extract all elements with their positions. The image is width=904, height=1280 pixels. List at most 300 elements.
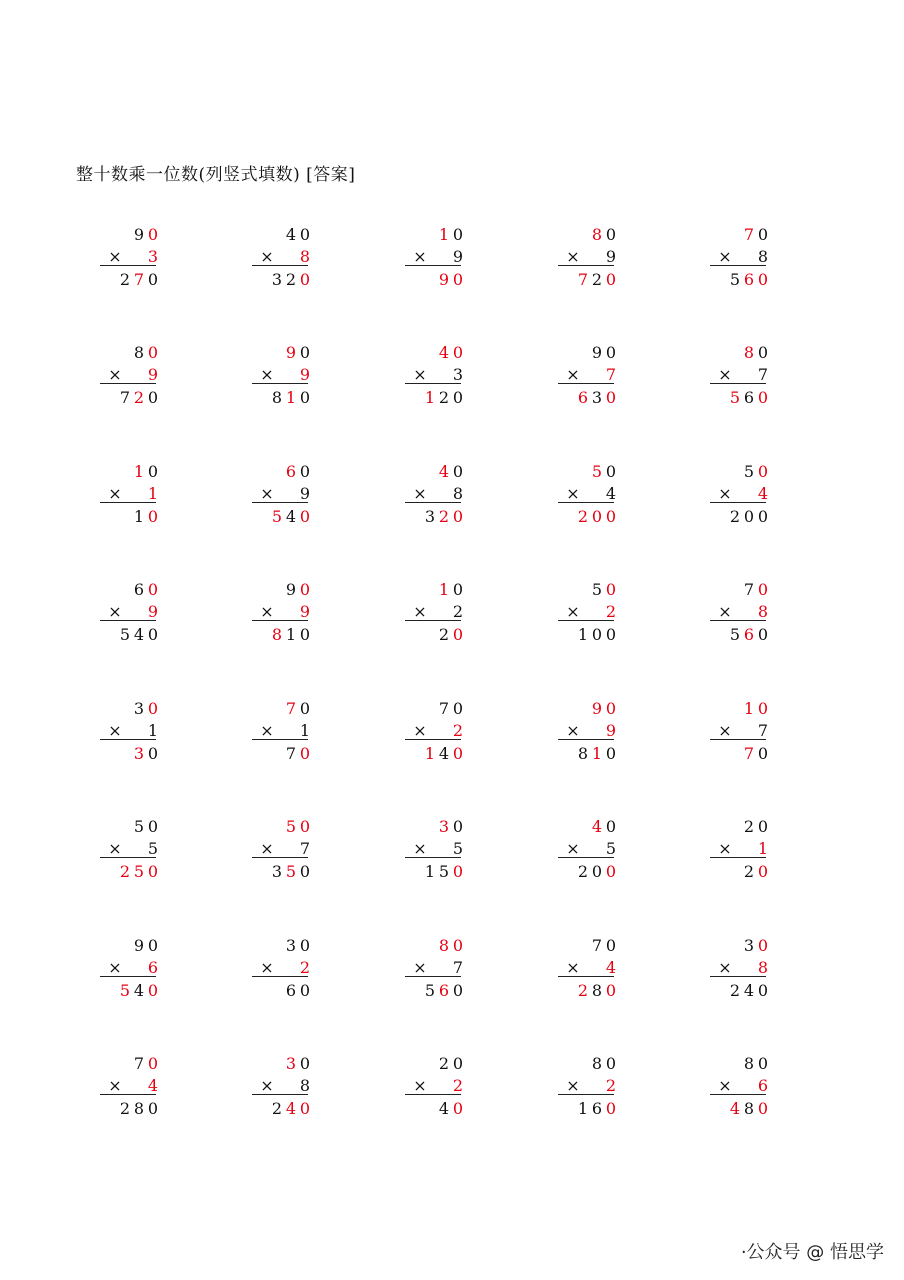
- product: [405, 1099, 464, 1119]
- times-sign: ×: [260, 721, 274, 740]
- top-digit: 0: [299, 343, 311, 362]
- result-digit: 1: [577, 625, 589, 644]
- result-rule: [252, 976, 308, 977]
- top-digit: 0: [605, 225, 617, 244]
- multiplication-problem: [558, 936, 628, 1006]
- result-digit: 1: [424, 862, 436, 881]
- top-digit: 0: [452, 462, 464, 481]
- multiplicand: [405, 580, 464, 600]
- multiplicand: [710, 817, 769, 837]
- multiplication-problem: [710, 936, 780, 1006]
- result-digit: 2: [133, 388, 145, 407]
- times-sign: ×: [566, 721, 580, 740]
- result-digit: 0: [605, 625, 617, 644]
- result-digit: 0: [605, 1099, 617, 1118]
- multiplicand: [558, 1054, 617, 1074]
- multiplier-digit: 8: [757, 602, 769, 621]
- result-digit: 8: [743, 1099, 755, 1118]
- multiplicand: [710, 699, 769, 719]
- result-digit: 0: [452, 981, 464, 1000]
- result-digit: 0: [299, 981, 311, 1000]
- result-digit: 7: [133, 270, 145, 289]
- result-digit: 6: [591, 1099, 603, 1118]
- multiplicand: [252, 936, 311, 956]
- top-digit: 8: [591, 225, 603, 244]
- result-digit: 0: [757, 625, 769, 644]
- multiplicand: [100, 817, 159, 837]
- top-digit: 3: [438, 817, 450, 836]
- multiplicand: [100, 580, 159, 600]
- product: [710, 744, 769, 764]
- times-sign: ×: [413, 721, 427, 740]
- result-digit: 0: [299, 625, 311, 644]
- multiplicand: [710, 225, 769, 245]
- result-digit: 0: [591, 625, 603, 644]
- result-digit: 8: [271, 625, 283, 644]
- times-sign: ×: [260, 484, 274, 503]
- multiplicand: [252, 699, 311, 719]
- multiplicand: [710, 580, 769, 600]
- multiplier-digit: 2: [452, 1076, 464, 1095]
- multiplicand: [405, 462, 464, 482]
- product: [252, 1099, 311, 1119]
- times-sign: ×: [566, 602, 580, 621]
- multiplicand: [100, 343, 159, 363]
- multiplicand: [100, 225, 159, 245]
- result-rule: [100, 620, 156, 621]
- multiplier-digit: 6: [147, 958, 159, 977]
- multiplication-problem: [405, 580, 475, 650]
- top-digit: 0: [757, 580, 769, 599]
- multiplier-digit: 2: [452, 721, 464, 740]
- times-sign: ×: [108, 839, 122, 858]
- result-digit: 6: [285, 981, 297, 1000]
- multiplier-row: [252, 602, 311, 622]
- multiplier-row: [558, 247, 617, 267]
- multiplier-digit: 3: [147, 247, 159, 266]
- top-digit: 1: [438, 580, 450, 599]
- top-digit: 0: [147, 343, 159, 362]
- result-digit: 6: [743, 270, 755, 289]
- top-digit: 0: [757, 936, 769, 955]
- top-digit: 5: [285, 817, 297, 836]
- multiplication-problem: [405, 817, 475, 887]
- result-digit: 0: [757, 388, 769, 407]
- multiplier-row: [100, 365, 159, 385]
- top-digit: 0: [605, 580, 617, 599]
- result-rule: [558, 1094, 614, 1095]
- result-digit: 0: [591, 862, 603, 881]
- result-digit: 2: [119, 862, 131, 881]
- result-digit: 0: [743, 507, 755, 526]
- multiplier-digit: 1: [757, 839, 769, 858]
- product: [405, 507, 464, 527]
- top-digit: 0: [147, 462, 159, 481]
- result-digit: 6: [743, 388, 755, 407]
- top-digit: 4: [591, 817, 603, 836]
- result-digit: 1: [424, 388, 436, 407]
- result-digit: 8: [577, 744, 589, 763]
- multiplier-digit: 7: [757, 365, 769, 384]
- top-digit: 3: [133, 699, 145, 718]
- multiplication-problem: [558, 462, 628, 532]
- multiplier-row: [405, 247, 464, 267]
- times-sign: ×: [413, 1076, 427, 1095]
- times-sign: ×: [108, 484, 122, 503]
- product: [100, 388, 159, 408]
- multiplier-row: [100, 721, 159, 741]
- result-digit: 2: [743, 862, 755, 881]
- top-digit: 0: [299, 1054, 311, 1073]
- multiplication-problem: [100, 343, 170, 413]
- result-digit: 2: [119, 270, 131, 289]
- times-sign: ×: [260, 365, 274, 384]
- product: [710, 1099, 769, 1119]
- result-rule: [252, 857, 308, 858]
- result-digit: 6: [577, 388, 589, 407]
- multiplication-problem: [100, 936, 170, 1006]
- top-digit: 0: [757, 462, 769, 481]
- result-rule: [100, 265, 156, 266]
- multiplier-digit: 8: [757, 247, 769, 266]
- multiplier-row: [405, 839, 464, 859]
- result-digit: 2: [271, 1099, 283, 1118]
- result-rule: [710, 857, 766, 858]
- multiplier-row: [710, 839, 769, 859]
- top-digit: 1: [438, 225, 450, 244]
- result-rule: [710, 1094, 766, 1095]
- result-digit: 0: [757, 862, 769, 881]
- result-digit: 0: [299, 862, 311, 881]
- top-digit: 0: [452, 225, 464, 244]
- result-digit: 3: [591, 388, 603, 407]
- times-sign: ×: [413, 365, 427, 384]
- top-digit: 8: [743, 1054, 755, 1073]
- multiplication-problem: [710, 1054, 780, 1124]
- product: [710, 507, 769, 527]
- multiplier-row: [252, 247, 311, 267]
- result-rule: [710, 265, 766, 266]
- result-rule: [405, 976, 461, 977]
- result-rule: [405, 1094, 461, 1095]
- multiplication-problem: [252, 699, 322, 769]
- result-digit: 0: [147, 388, 159, 407]
- multiplicand: [710, 936, 769, 956]
- product: [710, 270, 769, 290]
- multiplier-digit: 8: [299, 1076, 311, 1095]
- times-sign: ×: [566, 958, 580, 977]
- multiplicand: [558, 936, 617, 956]
- multiplication-problem: [558, 343, 628, 413]
- multiplicand: [100, 1054, 159, 1074]
- multiplier-digit: 1: [299, 721, 311, 740]
- watermark: ·公众号 @ 悟思学: [740, 1242, 884, 1263]
- result-digit: 7: [577, 270, 589, 289]
- result-rule: [558, 857, 614, 858]
- multiplier-row: [405, 484, 464, 504]
- top-digit: 3: [285, 936, 297, 955]
- product: [710, 388, 769, 408]
- multiplicand: [405, 699, 464, 719]
- result-digit: 0: [299, 744, 311, 763]
- multiplier-digit: 3: [452, 365, 464, 384]
- top-digit: 9: [285, 580, 297, 599]
- result-rule: [100, 1094, 156, 1095]
- top-digit: 0: [757, 343, 769, 362]
- result-digit: 0: [147, 862, 159, 881]
- result-rule: [252, 383, 308, 384]
- result-rule: [100, 383, 156, 384]
- result-rule: [710, 739, 766, 740]
- top-digit: 0: [147, 699, 159, 718]
- product: [558, 744, 617, 764]
- result-digit: 4: [285, 507, 297, 526]
- multiplication-problem: [558, 225, 628, 295]
- top-digit: 0: [299, 462, 311, 481]
- result-rule: [100, 502, 156, 503]
- multiplication-problem: [405, 225, 475, 295]
- multiplier-row: [558, 602, 617, 622]
- top-digit: 9: [591, 343, 603, 362]
- multiplicand: [252, 817, 311, 837]
- result-digit: 2: [577, 862, 589, 881]
- result-digit: 0: [299, 270, 311, 289]
- multiplier-digit: 9: [452, 247, 464, 266]
- multiplicand: [558, 462, 617, 482]
- top-digit: 0: [147, 580, 159, 599]
- product: [100, 862, 159, 882]
- top-digit: 4: [285, 225, 297, 244]
- times-sign: ×: [718, 958, 732, 977]
- result-digit: 1: [577, 1099, 589, 1118]
- multiplicand: [558, 225, 617, 245]
- result-digit: 5: [438, 862, 450, 881]
- multiplier-digit: 2: [605, 602, 617, 621]
- times-sign: ×: [566, 839, 580, 858]
- result-digit: 0: [757, 981, 769, 1000]
- top-digit: 8: [743, 343, 755, 362]
- multiplier-row: [100, 839, 159, 859]
- times-sign: ×: [718, 602, 732, 621]
- top-digit: 9: [133, 936, 145, 955]
- result-digit: 5: [271, 507, 283, 526]
- times-sign: ×: [718, 1076, 732, 1095]
- result-rule: [558, 620, 614, 621]
- multiplicand: [252, 225, 311, 245]
- result-rule: [558, 502, 614, 503]
- multiplication-problem: [710, 225, 780, 295]
- result-digit: 0: [757, 507, 769, 526]
- times-sign: ×: [718, 721, 732, 740]
- top-digit: 0: [147, 936, 159, 955]
- product: [710, 981, 769, 1001]
- multiplier-digit: 9: [299, 602, 311, 621]
- product: [100, 1099, 159, 1119]
- result-digit: 0: [757, 1099, 769, 1118]
- multiplicand: [710, 462, 769, 482]
- multiplication-problem: [252, 1054, 322, 1124]
- multiplicand: [558, 343, 617, 363]
- result-digit: 0: [605, 744, 617, 763]
- result-digit: 6: [743, 625, 755, 644]
- multiplication-problem: [405, 343, 475, 413]
- result-digit: 0: [452, 270, 464, 289]
- multiplicand: [558, 580, 617, 600]
- multiplier-row: [710, 958, 769, 978]
- result-digit: 0: [299, 507, 311, 526]
- page-title: 整十数乘一位数(列竖式填数) [答案]: [76, 165, 356, 185]
- top-digit: 9: [133, 225, 145, 244]
- result-rule: [405, 620, 461, 621]
- multiplier-row: [710, 721, 769, 741]
- result-digit: 0: [147, 981, 159, 1000]
- top-digit: 8: [438, 936, 450, 955]
- top-digit: 0: [605, 1054, 617, 1073]
- result-digit: 8: [271, 388, 283, 407]
- result-digit: 5: [729, 625, 741, 644]
- product: [558, 507, 617, 527]
- product: [558, 981, 617, 1001]
- multiplication-problem: [100, 462, 170, 532]
- top-digit: 3: [743, 936, 755, 955]
- multiplication-problem: [558, 699, 628, 769]
- multiplier-row: [405, 602, 464, 622]
- top-digit: 6: [133, 580, 145, 599]
- result-rule: [252, 1094, 308, 1095]
- multiplier-row: [710, 1076, 769, 1096]
- multiplication-problem: [252, 817, 322, 887]
- result-rule: [100, 857, 156, 858]
- top-digit: 0: [452, 936, 464, 955]
- result-digit: 0: [757, 744, 769, 763]
- multiplier-digit: 4: [605, 484, 617, 503]
- result-digit: 3: [271, 270, 283, 289]
- multiplicand: [405, 1054, 464, 1074]
- product: [100, 981, 159, 1001]
- result-digit: 0: [591, 507, 603, 526]
- result-rule: [252, 620, 308, 621]
- times-sign: ×: [718, 247, 732, 266]
- multiplier-digit: 5: [605, 839, 617, 858]
- product: [558, 270, 617, 290]
- multiplicand: [100, 699, 159, 719]
- product: [252, 507, 311, 527]
- result-digit: 5: [285, 862, 297, 881]
- multiplication-problem: [558, 1054, 628, 1124]
- result-digit: 2: [729, 507, 741, 526]
- multiplication-problem: [558, 580, 628, 650]
- result-digit: 6: [438, 981, 450, 1000]
- result-digit: 0: [299, 388, 311, 407]
- multiplication-problem: [405, 699, 475, 769]
- top-digit: 5: [591, 462, 603, 481]
- top-digit: 0: [299, 936, 311, 955]
- multiplier-digit: 5: [452, 839, 464, 858]
- result-digit: 2: [591, 270, 603, 289]
- multiplication-problem: [100, 225, 170, 295]
- result-digit: 2: [438, 625, 450, 644]
- product: [405, 625, 464, 645]
- result-digit: 1: [133, 507, 145, 526]
- result-rule: [710, 383, 766, 384]
- result-digit: 0: [452, 862, 464, 881]
- multiplier-row: [558, 1076, 617, 1096]
- result-digit: 2: [577, 507, 589, 526]
- multiplication-problem: [252, 936, 322, 1006]
- result-rule: [405, 502, 461, 503]
- top-digit: 0: [605, 817, 617, 836]
- result-rule: [558, 265, 614, 266]
- top-digit: 5: [591, 580, 603, 599]
- top-digit: 0: [147, 817, 159, 836]
- multiplicand: [252, 1054, 311, 1074]
- top-digit: 4: [438, 462, 450, 481]
- multiplier-row: [405, 365, 464, 385]
- result-digit: 5: [119, 625, 131, 644]
- result-digit: 0: [605, 507, 617, 526]
- result-digit: 0: [147, 1099, 159, 1118]
- multiplication-problem: [710, 580, 780, 650]
- multiplier-row: [100, 247, 159, 267]
- multiplicand: [252, 462, 311, 482]
- multiplier-row: [100, 602, 159, 622]
- result-digit: 8: [133, 1099, 145, 1118]
- multiplier-row: [100, 958, 159, 978]
- multiplier-digit: 4: [757, 484, 769, 503]
- product: [558, 1099, 617, 1119]
- times-sign: ×: [413, 958, 427, 977]
- result-rule: [558, 976, 614, 977]
- multiplier-row: [252, 721, 311, 741]
- multiplier-row: [710, 602, 769, 622]
- top-digit: 1: [133, 462, 145, 481]
- multiplicand: [558, 699, 617, 719]
- multiplier-digit: 9: [147, 365, 159, 384]
- top-digit: 9: [591, 699, 603, 718]
- result-rule: [558, 383, 614, 384]
- result-digit: 5: [119, 981, 131, 1000]
- multiplicand: [405, 817, 464, 837]
- times-sign: ×: [718, 365, 732, 384]
- result-digit: 2: [438, 507, 450, 526]
- times-sign: ×: [108, 721, 122, 740]
- top-digit: 2: [743, 817, 755, 836]
- multiplier-digit: 8: [299, 247, 311, 266]
- product: [558, 388, 617, 408]
- times-sign: ×: [566, 484, 580, 503]
- times-sign: ×: [108, 247, 122, 266]
- result-digit: 0: [757, 270, 769, 289]
- product: [405, 981, 464, 1001]
- result-digit: 2: [729, 981, 741, 1000]
- top-digit: 0: [757, 1054, 769, 1073]
- multiplier-row: [558, 721, 617, 741]
- result-digit: 0: [147, 270, 159, 289]
- multiplication-problem: [100, 699, 170, 769]
- multiplier-digit: 9: [147, 602, 159, 621]
- result-rule: [710, 502, 766, 503]
- multiplicand: [252, 580, 311, 600]
- product: [710, 625, 769, 645]
- times-sign: ×: [413, 602, 427, 621]
- result-digit: 1: [285, 388, 297, 407]
- result-digit: 0: [605, 388, 617, 407]
- multiplier-digit: 1: [147, 484, 159, 503]
- top-digit: 7: [285, 699, 297, 718]
- result-rule: [405, 383, 461, 384]
- product: [252, 388, 311, 408]
- multiplication-problem: [252, 580, 322, 650]
